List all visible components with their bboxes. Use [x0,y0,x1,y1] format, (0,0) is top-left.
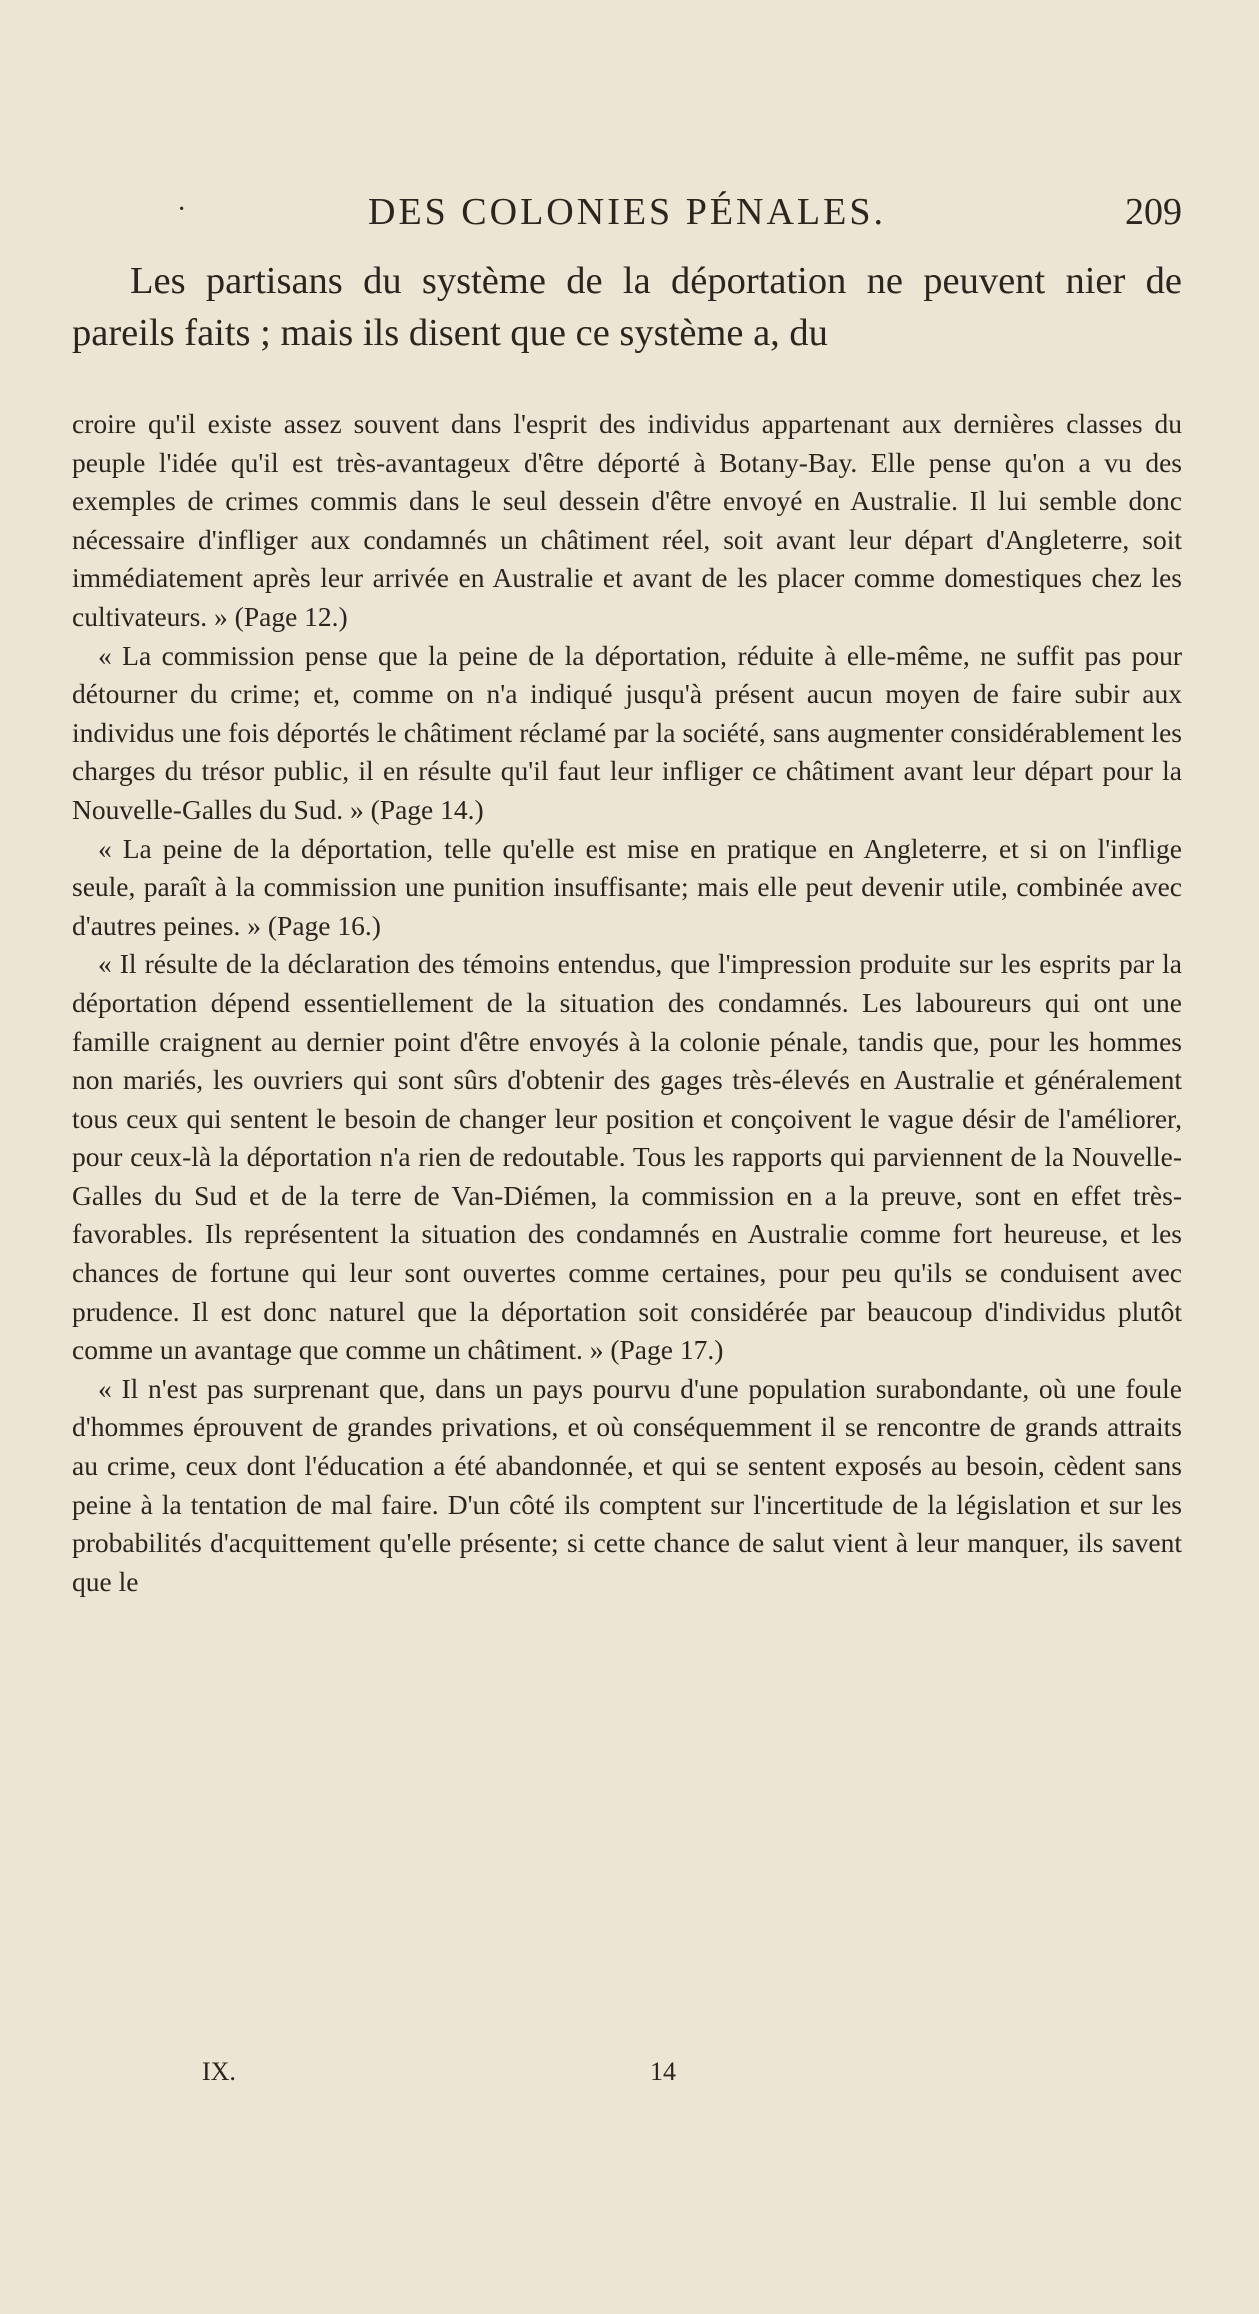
header-mark: · [177,194,187,225]
quote-paragraph-3: « La peine de la déportation, telle qu'elle est mise en pratique en Angleterre, et si on l'inflige seule, paraît à la commission une punition insuffisante; mais elle peut devenir utile, combinée avec d'autres peines. » (Page 16.) [72,832,1182,941]
signature-mark: IX. [202,2057,236,2086]
quote-paragraph-5: « Il n'est pas surprenant que, dans un pays pourvu d'une population surabondante, où une foule d'hommes éprouvent de grandes privations, et où conséquemment il se rencontre de grands attraits au crime, ceux dont l'éducation a été abandonnée, et qui se sentent exposés au besoin, cèdent sans peine à la tentation de mal faire. D'un côté ils comptent sur l'incertitude de la législation et sur les probabilités d'acquittement qu'elle présente; si cette chance de salut vient à leur manquer, ils savent que le [72,1372,1182,1597]
intro-paragraph: Les partisans du système de la déportation ne peuvent nier de pareils faits ; mais ils disent que ce système a, du [72,260,1182,354]
running-head [72,190,1182,240]
quote-paragraph-4: « Il résulte de la déclaration des témoins entendus, que l'impression produite sur les esprits par la déportation dépend essentiellement de la situation des condamnés. Les laboureurs qui ont une famille craignent au dernier point d'être envoyés à la colonie pénale, tandis que, pour les hommes non mariés, les ouvriers qui sont sûrs d'obtenir des gages très-élevés en Australie et généralement tous ceux qui sentent le besoin de changer leur position et conçoivent le vague désir de l'améliorer, pour ceux-là la déportation n'a rien de redoutable. Tous les rapports qui parviennent de la Nouvelle-Galles du Sud et de la terre de Van-Diémen, la commission en a la preuve, sont en effet très-favorables. Ils représentent la situation des condamnés en Australie comme fort heureuse, et les chances de fortune qui leur sont ouvertes comme certaines, pour peu qu'ils se conduisent avec prudence. Il est donc naturel que la déportation soit considérée par beaucoup d'individus plutôt comme un avantage que comme un châtiment. » (Page 17.) [72,948,1182,1366]
footnote-body [72,405,1182,1601]
gathering-number: 14 [650,2057,676,2086]
running-title: DES COLONIES PÉNALES. [368,191,886,233]
page-number: 209 [1125,191,1182,233]
quote-paragraph-1: croire qu'il existe assez souvent dans l'esprit des individus appartenant aux dernières classes du peuple l'idée qu'il est très-avantageux d'être déporté à Botany-Bay. Elle pense qu'on a vu des exemples de crimes commis dans le seul dessein d'être envoyé en Australie. Il lui semble donc nécessaire d'infliger aux condamnés un châtiment réel, soit avant leur départ d'Angleterre, soit immédiatement après leur arrivée en Australie et avant de les placer comme domestiques chez les cultivateurs. » (Page 12.) [72,408,1182,632]
page-footer [72,2057,1182,2097]
quote-paragraph-2: « La commission pense que la peine de la déportation, réduite à elle-même, ne suffit pas pour détourner du crime; et, comme on n'a indiqué jusqu'à présent aucun moyen de faire subir aux individus une fois déportés le châtiment réclamé par la société, sans augmenter considérablement les charges du trésor public, il en résulte qu'il faut leur infliger ce châtiment avant leur départ pour la Nouvelle-Galles du Sud. » (Page 14.) [72,639,1182,825]
